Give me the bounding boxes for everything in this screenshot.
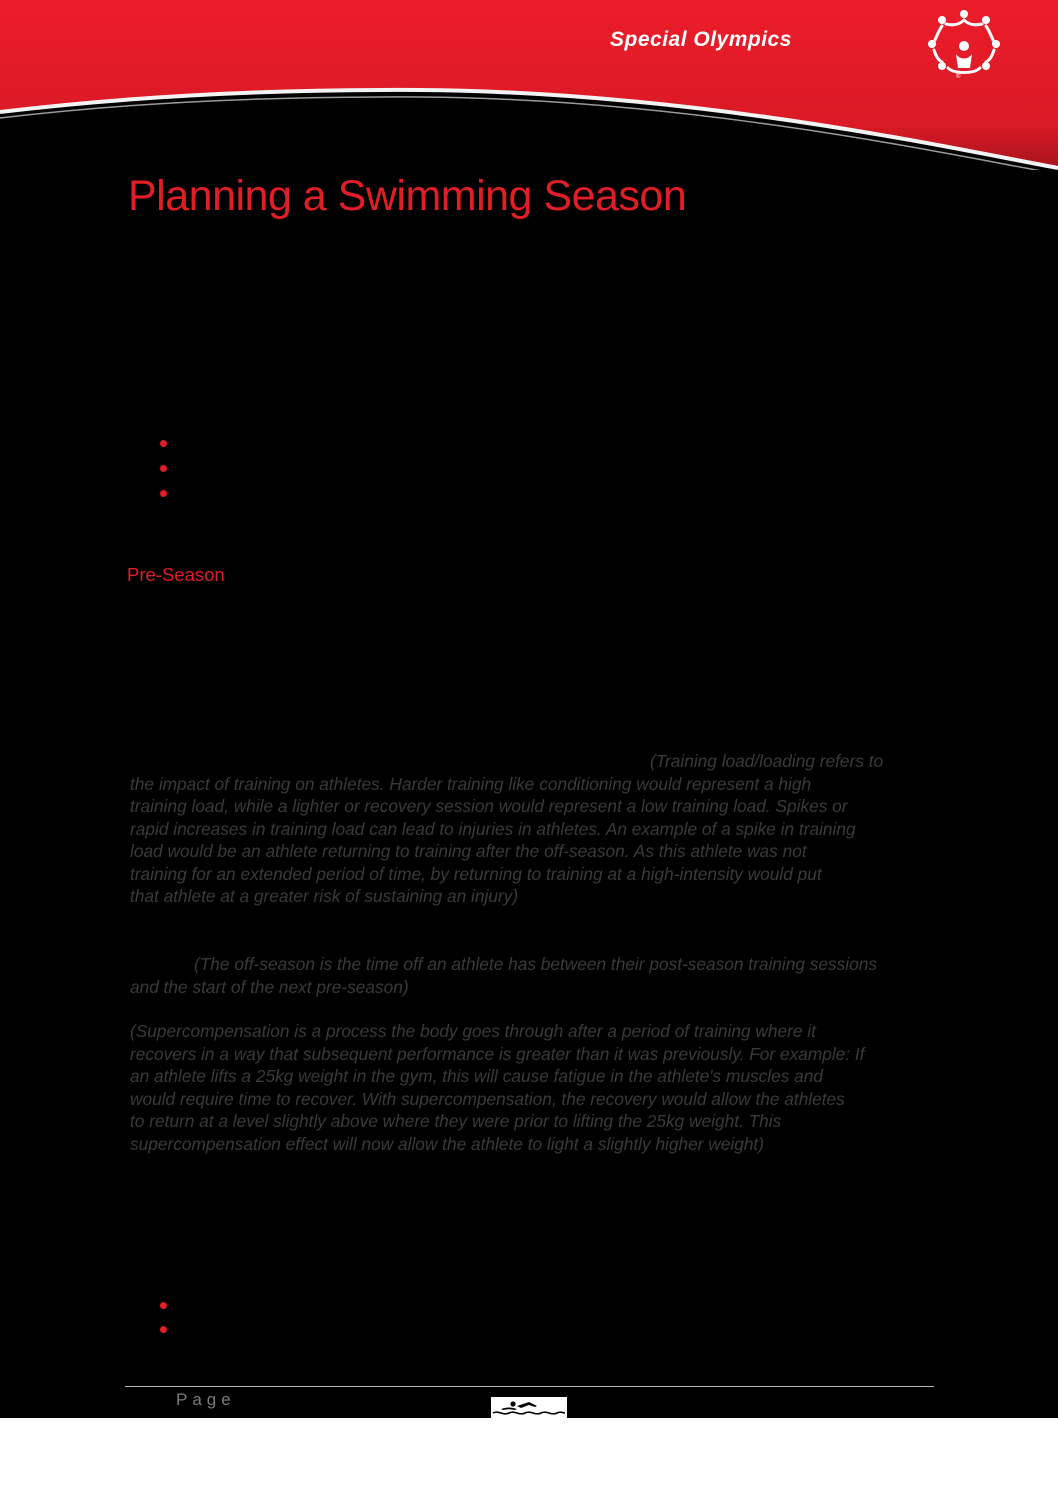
bullet-marker <box>160 440 167 447</box>
page-title: Planning a Swimming Season <box>128 172 687 220</box>
note-line: the impact of training on athletes. Harder training like conditioning would represent a high <box>130 773 812 794</box>
bullet-marker <box>160 1302 167 1309</box>
note-line: would require time to recover. With supercompensation, the recovery would allow the athletes <box>130 1088 845 1109</box>
bullet-marker <box>160 1326 167 1333</box>
note-line: (Supercompensation is a process the body goes through after a period of training where it <box>130 1021 816 1041</box>
bullet-marker <box>160 490 167 497</box>
training-load-note <box>130 750 930 908</box>
note-line: and the start of the next pre-season) <box>130 976 409 997</box>
note-line: training for an extended period of time, by returning to training at a high-intensity would put <box>130 863 822 884</box>
footer-divider <box>125 1386 934 1387</box>
bullet-marker <box>160 465 167 472</box>
brand-wordmark: Special Olympics <box>610 28 792 51</box>
note-line: training load, while a lighter or recovery session would represent a low training load. Spikes or <box>130 796 848 816</box>
off-season-note <box>130 953 930 998</box>
svg-text:®: ® <box>956 74 961 80</box>
supercompensation-note <box>130 1020 930 1155</box>
special-olympics-logo-icon <box>924 8 1004 80</box>
note-line: rapid increases in training load can lead to injuries in athletes. An example of a spike in training <box>130 818 856 839</box>
swimmer-icon <box>491 1397 567 1418</box>
page-number-label: Page <box>176 1390 236 1409</box>
note-line: (Training load/loading refers to <box>650 751 884 771</box>
note-line: load would be an athlete returning to training after the off-season. As this athlete was not <box>130 841 807 861</box>
note-line: recovers in a way that subsequent performance is greater than it was previously. For example: If <box>130 1043 865 1064</box>
note-line: an athlete lifts a 25kg weight in the gym, this will cause fatigue in the athlete's muscles and <box>130 1066 824 1086</box>
note-line: supercompensation effect will now allow the athlete to light a slightly higher weight) <box>130 1133 764 1154</box>
note-line: to return at a level slightly above where they were prior to lifting the 25kg weight. This <box>130 1111 782 1131</box>
header-band <box>0 0 1058 170</box>
note-line: that athlete at a greater risk of sustaining an injury) <box>130 886 519 906</box>
note-line: (The off-season is the time off an athlete has between their post-season training sessions <box>194 954 877 974</box>
section-heading-pre-season: Pre-Season <box>127 564 225 585</box>
